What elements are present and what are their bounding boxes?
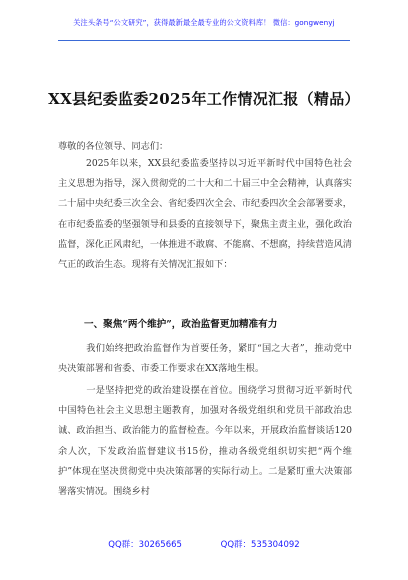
intro-paragraph-text: 2025年以来，XX县纪委监委坚持以习近平新时代中国特色社会主义思想为指导，深入贯彻党的二十大和二十届三中全会精神，认真落实二十届中央纪委三次全会、省纪委四次全会、市纪委四次全会部署要求，在市纪委监委的坚强领导和县委的直接领导下，聚焦主责主业，强化政治监督，深化正风肃纪，一体推进不敢腐、不能腐、不想腐，持续营造风清气正的政治生态。现将有关情况汇报如下：	[58, 158, 352, 271]
section-1-paragraph-1	[58, 339, 352, 379]
section-1-heading: 一、聚焦“两个维护”，政治监督更加精准有力	[84, 319, 278, 330]
salutation: 尊敬的各位领导、同志们：	[58, 141, 169, 152]
section-1-paragraph-2-text: 一是坚持把党的政治建设摆在首位。围绕学习贯彻习近平新时代中国特色社会主义思想主题教育，加强对各级党组织和党员干部政治忠诚、政治担当、政治能力的监督检查。今年以来，开展政治监督谈话120余人次，下发政治监督建议书15份，推动各级党组织切实把“两个维护”体现在坚决贯彻党中央决策部署的实际行动上。二是紧盯重大决策部署落实情况。围绕乡村	[58, 385, 352, 498]
footer	[0, 538, 408, 550]
document-title: XX县纪委监委2025年工作情况汇报（精品）	[48, 90, 360, 108]
header-divider	[58, 40, 350, 41]
footer-qq-group-2: QQ群：535304092	[220, 540, 300, 550]
section-1-paragraph-2	[58, 381, 352, 502]
footer-qq-group-1: QQ群：30265665	[108, 540, 182, 550]
intro-paragraph	[58, 154, 352, 275]
section-1-paragraph-1-text: 我们始终把政治监督作为首要任务，紧盯“国之大者”，推动党中央决策部署和省委、市委工作要求在XX落地生根。	[58, 343, 352, 375]
header-banner: 关注头条号“公文研究”，获得最新最全最专业的公文资料库！ 微信：gongwenyj	[73, 18, 335, 27]
